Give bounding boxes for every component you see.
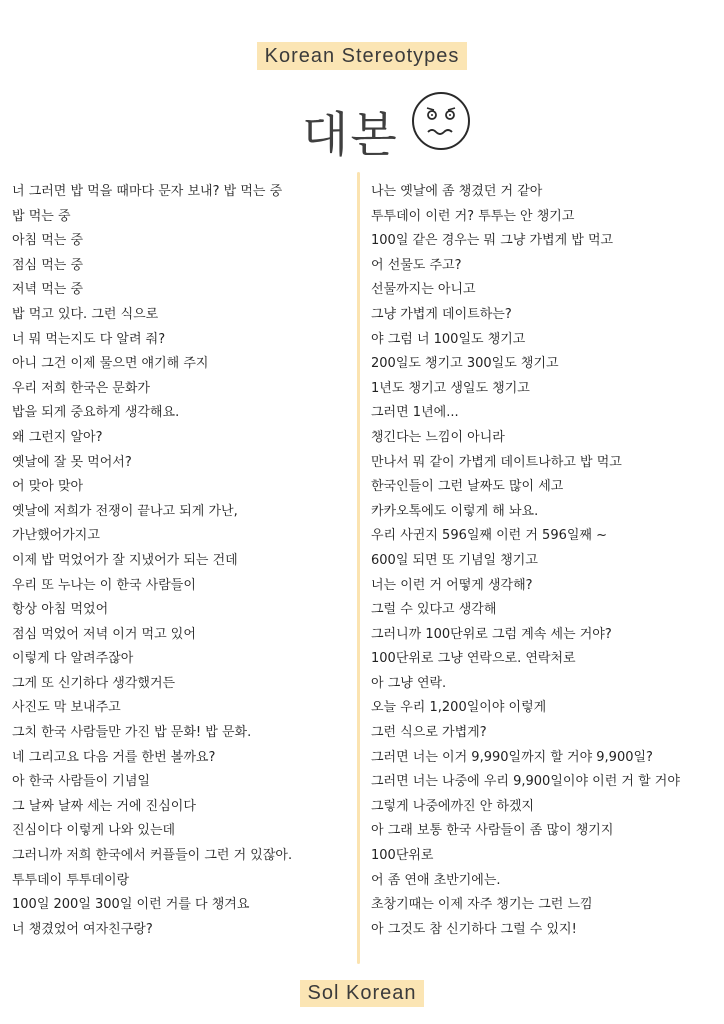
script-line: 챙긴다는 느낌이 아니라 (371, 429, 505, 445)
script-line: 그 날짜 날짜 세는 거에 진심이다 (12, 798, 196, 814)
script-line: 200일도 챙기고 300일도 챙기고 (371, 356, 559, 372)
script-line: 아 그래 보통 한국 사람들이 좀 많이 챙기지 (371, 823, 614, 839)
script-line: 우리 또 누나는 이 한국 사람들이 (12, 577, 196, 593)
script-line: 그러니까 저희 한국에서 커플들이 그런 거 있잖아. (12, 848, 293, 864)
script-line: 아 한국 사람들이 기념일 (12, 774, 150, 790)
script-line: 그렇게 나중에까진 안 하겠지 (371, 798, 535, 814)
page-title: 대본 (302, 107, 399, 163)
script-line: 이렇게 다 알려주잖아 (12, 651, 134, 667)
script-line: 그러면 1년에... (371, 405, 459, 421)
script-line: 밥을 되게 중요하게 생각해요. (12, 405, 180, 421)
script-line: 밥 먹는 중 (12, 208, 71, 224)
script-line: 야 그럼 너 100일도 챙기고 (371, 331, 526, 347)
script-line: 100단위로 (371, 848, 434, 864)
script-line: 왜 그런지 알아? (12, 429, 103, 445)
script-line: 저녁 먹는 중 (12, 282, 84, 298)
script-line: 아 그것도 참 신기하다 그럴 수 있지! (371, 921, 577, 937)
script-line: 아니 그건 이제 물으면 얘기해 주지 (12, 356, 209, 372)
script-line: 100단위로 그냥 연락으로. 연락처로 (371, 651, 576, 667)
subtitle-label: Korean Stereotypes (257, 42, 468, 70)
script-line: 선물까지는 아니고 (371, 282, 476, 298)
script-line: 가난했어가지고 (12, 528, 100, 544)
script-line: 점심 먹는 중 (12, 257, 84, 273)
script-line: 그런 식으로 가볍게? (371, 725, 487, 741)
script-line: 아침 먹는 중 (12, 233, 84, 249)
script-line: 그러면 너는 이거 9,990일까지 할 거야 9,900일? (371, 749, 653, 765)
script-line: 어 선물도 주고? (371, 257, 462, 273)
right-column (371, 180, 716, 942)
title-row (0, 88, 724, 168)
script-line: 어 맞아 맞아 (12, 479, 84, 495)
script-line: 600일 되면 또 기념일 챙기고 (371, 552, 538, 568)
script-line: 그치 한국 사람들만 가진 밥 문화! 밥 문화. (12, 725, 252, 741)
script-line: 항상 아침 먹었어 (12, 602, 109, 618)
column-divider (357, 172, 360, 964)
footer-brand: Sol Korean (300, 980, 425, 1007)
script-line: 옛날에 잘 못 먹어서? (12, 454, 132, 470)
script-line: 그럴 수 있다고 생각해 (371, 602, 497, 618)
script-line: 옛날에 저희가 전쟁이 끝나고 되게 가난, (12, 503, 238, 519)
script-line: 초창기때는 이제 자주 챙기는 그런 느낌 (371, 897, 593, 913)
script-line: 진심이다 이렇게 나와 있는데 (12, 823, 176, 839)
script-line: 나는 옛날에 좀 챙겼던 거 같아 (371, 184, 543, 199)
script-line: 그러면 너는 나중에 우리 9,900일이야 이런 거 할 거야 (371, 774, 680, 790)
script-line: 투투데이 이런 거? 투투는 안 챙기고 (371, 208, 575, 224)
script-line: 점심 먹었어 저녁 이거 먹고 있어 (12, 626, 196, 642)
script-line: 1년도 챙기고 생일도 챙기고 (371, 380, 530, 396)
script-line: 밥 먹고 있다. 그런 식으로 (12, 306, 159, 322)
script-line: 그러니까 100단위로 그럼 계속 세는 거야? (371, 626, 612, 642)
worried-face-icon (410, 90, 472, 152)
script-line: 그냥 가볍게 데이트하는? (371, 306, 512, 322)
script-line: 너 뭐 먹는지도 다 알려 줘? (12, 331, 166, 347)
script-line: 우리 사귄지 596일째 이런 거 596일째 ~ (371, 528, 608, 544)
left-column (12, 180, 347, 942)
script-line: 사진도 막 보내주고 (12, 700, 121, 716)
footer (0, 980, 724, 1007)
script-line: 너 챙겼었어 여자친구랑? (12, 921, 153, 937)
script-line: 투투데이 투투데이랑 (12, 872, 130, 888)
script-line: 카카오톡에도 이렇게 해 놔요. (371, 503, 539, 519)
script-line: 너는 이런 거 어떻게 생각해? (371, 577, 533, 593)
script-line: 네 그리고요 다음 거를 한번 볼까요? (12, 749, 216, 765)
script-line: 우리 저희 한국은 문화가 (12, 380, 150, 396)
script-line: 그게 또 신기하다 생각했거든 (12, 675, 176, 691)
script-line: 오늘 우리 1,200일이야 이렇게 (371, 700, 547, 716)
script-line: 100일 같은 경우는 뭐 그냥 가볍게 밥 먹고 (371, 233, 614, 249)
script-line: 만나서 뭐 같이 가볍게 데이트나하고 밥 먹고 (371, 454, 622, 470)
script-line: 이제 밥 먹었어가 잘 지냈어가 되는 건데 (12, 552, 238, 568)
script-line: 100일 200일 300일 이런 거를 다 챙겨요 (12, 897, 250, 913)
script-line: 어 좀 연애 초반기에는. (371, 872, 501, 888)
script-line: 아 그냥 연락. (371, 675, 447, 691)
script-line: 너 그러면 밥 먹을 때마다 문자 보내? 밥 먹는 중 (12, 184, 283, 199)
header (0, 42, 724, 70)
script-line: 한국인들이 그런 날짜도 많이 세고 (371, 479, 564, 495)
